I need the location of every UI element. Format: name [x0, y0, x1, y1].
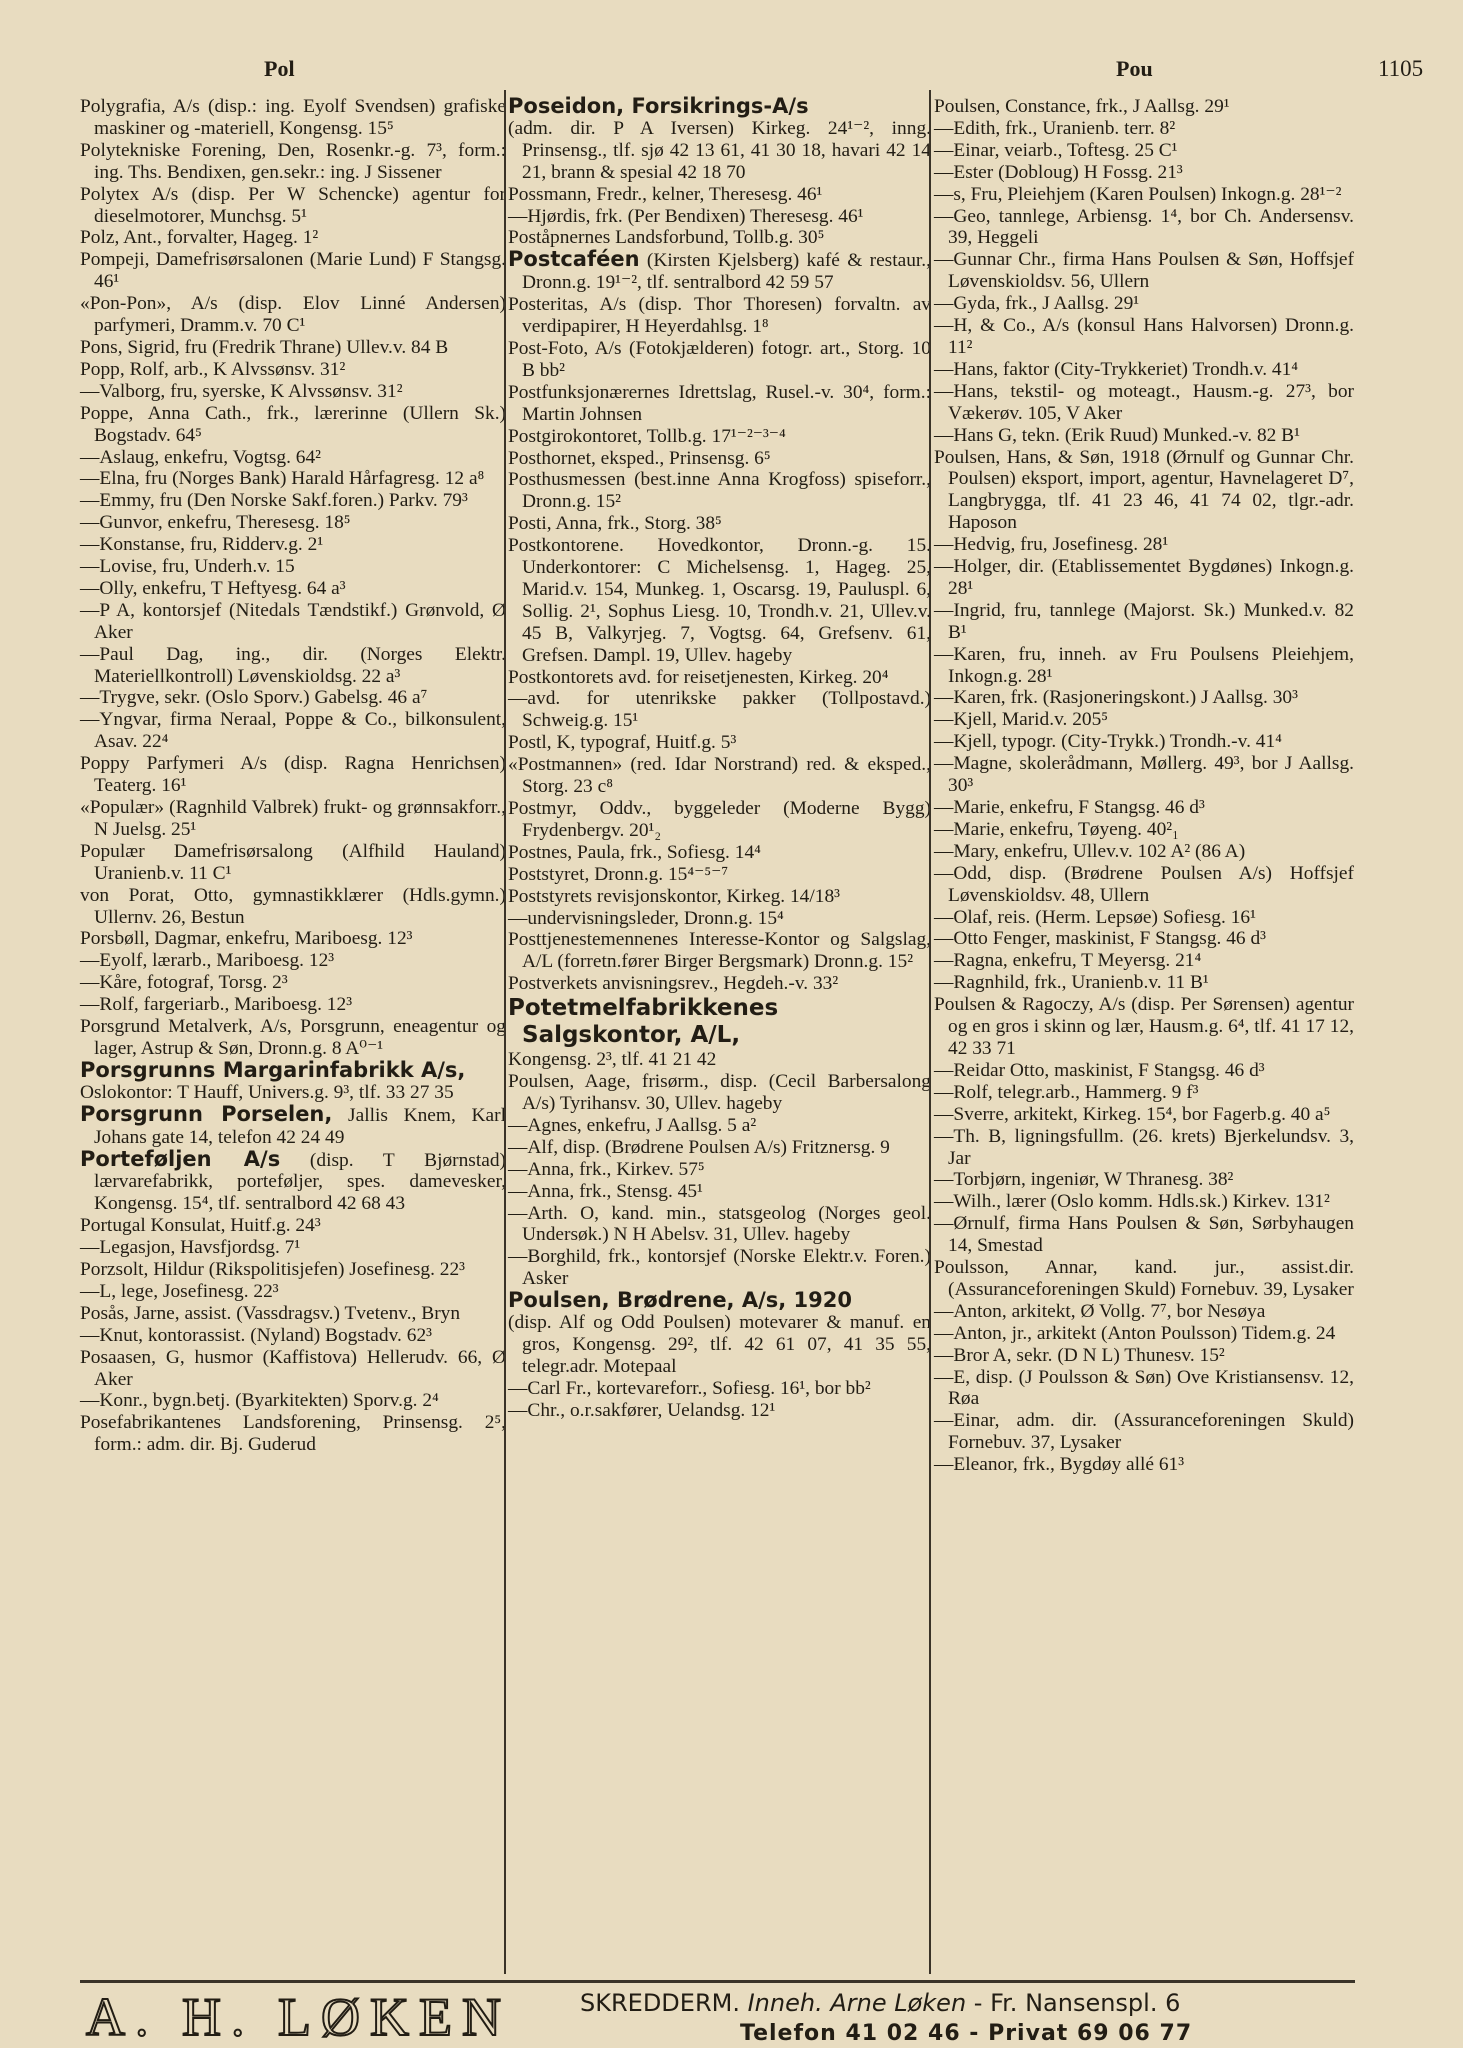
directory-entry: —Knut, kontorassist. (Nyland) Bogstadv. 62³: [80, 1324, 432, 1346]
directory-entry: Post-Foto, A/s (Fotokjælderen) fotogr. art., Storg. 10 B bb²: [508, 337, 931, 381]
directory-entry: —Rolf, fargeriarb., Mariboesg. 12³: [80, 994, 353, 1016]
directory-entry: Poulsen, Constance, frk., J Aallsg. 29¹: [934, 96, 1230, 117]
directory-entry: —Ragnhild, frk., Uranienb.v. 11 B¹: [934, 972, 1209, 994]
directory-entry: —P A, kontorsjef (Nitedals Tændstikf.) Grønvold, Ø Aker: [80, 599, 506, 643]
directory-entry: —Mary, enkefru, Ullev.v. 102 A² (86 A): [934, 840, 1246, 862]
directory-entry: —Kåre, fotograf, Torsg. 2³: [80, 972, 288, 994]
directory-entry: —Wilh., lærer (Oslo komm. Hdls.sk.) Kirkev. 131²: [934, 1191, 1330, 1213]
directory-entry: Posti, Anna, frk., Storg. 38⁵: [508, 513, 722, 535]
directory-entry: —Ingrid, fru, tannlege (Majorst. Sk.) Munked.v. 82 B¹: [934, 599, 1354, 643]
directory-entry: —Holger, dir. (Etablissementet Bygdønes) Inkogn.g. 28¹: [934, 556, 1354, 599]
directory-entry: Poulsen, Brødrene, A/s, 1920: [508, 1288, 853, 1313]
directory-entry: Postmyr, Oddv., byggeleder (Moderne Bygg) Frydenbergv. 20¹₂: [508, 798, 931, 841]
column-divider: [929, 90, 931, 1974]
directory-entry: —Trygve, sekr. (Oslo Sporv.) Gabelsg. 46 a⁷: [80, 687, 428, 709]
directory-entry: —Hans, faktor (City-Trykkeriet) Trondh.v. 41⁴: [934, 358, 1299, 380]
directory-entry: —Emmy, fru (Den Norske Sakf.foren.) Parkv. 79³: [80, 490, 468, 512]
directory-entry: von Porat, Otto, gymnastikklærer (Hdls.gymn.) Ullernv. 26, Bestun: [80, 884, 506, 928]
directory-entry: Postgirokontoret, Tollb.g. 17¹⁻²⁻³⁻⁴: [508, 425, 786, 447]
running-head-right: Pou: [1116, 56, 1153, 81]
directory-entry: (disp. Alf og Odd Poulsen) motevarer & manuf. en gros, Kongensg. 29², tlf. 42 61 07, 41 35 55, telegr.adr. Motepaal: [508, 1312, 931, 1377]
directory-entry: Pompeji, Damefrisørsalonen (Marie Lund) F Stangsg. 46¹: [80, 249, 506, 293]
directory-entry: Poppe, Anna Cath., frk., lærerinne (Ullern Sk.) Bogstadv. 64⁵: [80, 402, 506, 446]
directory-entry: Posttjenestemennenes Interesse-Kontor og Salgslag, A/L (forretn.fører Birger Bergsmark) Dronn.g. 15²: [508, 929, 931, 973]
directory-entry: —avd. for utenrikske pakker (Tollpostavd.) Schweig.g. 15¹: [508, 688, 931, 732]
directory-entry: —Paul Dag, ing., dir. (Norges Elektr. Materiellkontroll) Løvenskioldsg. 22 a³: [80, 643, 506, 687]
column-1: [80, 96, 506, 1456]
advert-line-1: [580, 1989, 1180, 2017]
directory-entry: —Gunnar Chr., firma Hans Poulsen & Søn, Hoffsjef Løvenskioldsv. 56, Ullern: [934, 249, 1354, 293]
column-divider: [504, 90, 506, 1974]
directory-entry: Poståpnernes Landsforbund, Tollb.g. 30⁵: [508, 227, 825, 249]
directory-entry: —Sverre, arkitekt, Kirkeg. 15⁴, bor Fagerb.g. 40 a⁵: [934, 1103, 1331, 1125]
directory-entry: Posaasen, G, husmor (Kaffistova) Hellerudv. 66, Ø Aker: [80, 1346, 506, 1390]
directory-entry: Polz, Ant., forvalter, Hageg. 1²: [80, 227, 319, 249]
directory-entry: —Olaf, reis. (Herm. Lepsøe) Sofiesg. 16¹: [934, 906, 1256, 928]
directory-entry: —Olly, enkefru, T Heftyesg. 64 a³: [80, 577, 346, 599]
directory-entry: Poseidon, Forsikrings-A/s: [508, 94, 809, 118]
directory-entry: Poulsen & Ragoczy, A/s (disp. Per Sørensen) agentur og en gros i skinn og lær, Hausm.g. 6⁴, tlf. 41 17 12, 42 33 71: [934, 994, 1354, 1059]
column-2: [508, 96, 931, 1422]
directory-entry: «Populær» (Ragnhild Valbrek) frukt- og grønnsakforr., N Juelsg. 25¹: [80, 797, 506, 840]
directory-entry: (adm. dir. P A Iversen) Kirkeg. 24¹⁻², inng. Prinsensg., tlf. sjø 42 13 61, 41 30 18, havari 42 14 21, brann & spesial 42 18 70: [508, 117, 931, 183]
directory-entry: Posefabrikantenes Landsforening, Prinsensg. 2⁵, form.: adm. dir. Bj. Guderud: [80, 1412, 506, 1456]
directory-entry: —Hjørdis, frk. (Per Bendixen) Theresesg. 46¹: [508, 205, 864, 227]
directory-entry: —E, disp. (J Poulsson & Søn) Ove Kristiansensv. 12, Røa: [934, 1366, 1354, 1410]
directory-entry: Posås, Jarne, assist. (Vassdragsv.) Tvetenv., Bryn: [80, 1302, 461, 1324]
directory-entry: Kongensg. 2³, tlf. 41 21 42: [508, 1049, 717, 1071]
directory-entry: —Aslaug, enkefru, Vogtsg. 64²: [80, 446, 321, 468]
directory-entry: —undervisningsleder, Dronn.g. 15⁴: [508, 907, 784, 929]
directory-entry: —Eleanor, frk., Bygdøy allé 61³: [934, 1454, 1185, 1476]
directory-entry: Postverkets anvisningsrev., Hegdeh.-v. 33²: [508, 973, 839, 995]
directory-entry: —Karen, fru, inneh. av Fru Poulsens Pleiehjem, Inkogn.g. 28¹: [934, 643, 1354, 687]
directory-entry: —Gyda, frk., J Aallsg. 29¹: [934, 293, 1140, 315]
directory-entry: —Anton, jr., arkitekt (Anton Poulsson) Tidem.g. 24: [934, 1322, 1336, 1344]
directory-entry: Polygrafia, A/s (disp.: ing. Eyolf Svendsen) grafiske maskiner og -materiell, Kongensg. 15⁵: [80, 96, 506, 139]
directory-entry: —Alf, disp. (Brødrene Poulsen A/s) Fritznersg. 9: [508, 1136, 890, 1158]
advertisement-banner: [80, 1980, 1355, 2047]
directory-entry: —Marie, enkefru, Tøyeng. 40²₁: [934, 818, 1179, 840]
directory-entry: —Arth. O, kand. min., statsgeolog (Norges geol. Undersøk.) N H Abelsv. 31, Ullev. hageby: [508, 1202, 931, 1246]
directory-entry: —Edith, frk., Uranienb. terr. 8²: [934, 117, 1176, 139]
directory-entry: —Legasjon, Havsfjordsg. 7¹: [80, 1237, 301, 1259]
advert-address: - Fr. Nansenspl. 6: [973, 1989, 1181, 2017]
directory-entry: Poststyret, Dronn.g. 15⁴⁻⁵⁻⁷: [508, 863, 729, 885]
directory-entry: —Bror A, sekr. (D N L) Thunesv. 15²: [934, 1344, 1225, 1366]
directory-entry: Poulsson, Annar, kand. jur., assist.dir. (Assuranceforeningen Skuld) Fornebuv. 39, Lysaker: [934, 1257, 1354, 1300]
advert-phone: Telefon 41 02 46 - Privat 69 06 77: [740, 2021, 1193, 2046]
directory-entry: —Anna, frk., Kirkev. 57⁵: [508, 1158, 705, 1180]
directory-entry: Poststyrets revisjonskontor, Kirkeg. 14/18³: [508, 885, 840, 907]
directory-entry: —Rolf, telegr.arb., Hammerg. 9 f³: [934, 1081, 1199, 1103]
directory-entry: —Hans G, tekn. (Erik Ruud) Munked.-v. 82 B¹: [934, 424, 1300, 446]
directory-entry: —Torbjørn, ingeniør, W Thranesg. 38²: [934, 1169, 1234, 1191]
directory-entry: —Magne, skolerådmann, Møllerg. 49³, bor J Aallsg. 30³: [934, 753, 1354, 797]
running-head-left: Pol: [264, 56, 295, 81]
directory-entry: —Chr., o.r.sakfører, Uelandsg. 12¹: [508, 1399, 776, 1421]
directory-entry: Popp, Rolf, arb., K Alvssønsv. 31²: [80, 358, 346, 380]
directory-entry: Poulsen, Hans, & Søn, 1918 (Ørnulf og Gunnar Chr. Poulsen) eksport, import, agentur, Havnelageret D⁷, Langbrygga, tlf. 41 23 46, 41 74 02, tlgr.-adr. Haposon: [934, 446, 1354, 534]
directory-entry: —Ester (Dobloug) H Fossg. 21³: [934, 161, 1183, 183]
directory-entry: Poulsen, Aage, frisørm., disp. (Cecil Barbersalong A/s) Tyrihansv. 30, Ullev. hageby: [508, 1071, 931, 1114]
directory-entry: —Eyolf, lærarb., Mariboesg. 12³: [80, 950, 335, 972]
directory-entry: —Kjell, typogr. (City-Trykk.) Trondh.-v. 41⁴: [934, 731, 1282, 753]
directory-entry: Postcaféen (Kirsten Kjelsberg) kafé & restaur., Dronn.g. 19¹⁻², tlf. sentralbord 42 59 57: [508, 247, 931, 294]
directory-entry: —H, & Co., A/s (konsul Hans Halvorsen) Dronn.g. 11²: [934, 315, 1354, 358]
directory-entry: —Odd, disp. (Brødrene Poulsen A/s) Hoffsjef Løvenskioldsv. 48, Ullern: [934, 862, 1354, 906]
directory-entry: Porsgrunn Porselen, Jallis Knem, Karl Johans gate 14, telefon 42 24 49: [80, 1101, 506, 1148]
advert-trade: SKREDDERM.: [580, 1989, 740, 2017]
directory-entry: Oslokontor: T Hauff, Univers.g. 9³, tlf. 33 27 35: [80, 1081, 454, 1103]
directory-entry: Porsbøll, Dagmar, enkefru, Mariboesg. 12³: [80, 928, 413, 950]
directory-entry: Postfunksjonærernes Idrettslag, Rusel.-v. 30⁴, form.: Martin Johnsen: [508, 381, 931, 425]
directory-entry: —Karen, frk. (Rasjoneringskont.) J Aallsg. 30³: [934, 687, 1298, 709]
directory-entry: —Valborg, fru, syerske, K Alvssønsv. 31²: [80, 380, 403, 402]
directory-entry: Postnes, Paula, frk., Sofiesg. 14⁴: [508, 841, 761, 863]
directory-entry: —Konr., bygn.betj. (Byarkitekten) Sporv.g. 2⁴: [80, 1390, 439, 1412]
directory-entry: —Yngvar, firma Neraal, Poppe & Co., bilkonsulent, Asav. 22⁴: [80, 709, 506, 753]
directory-entry: Posthusmessen (best.inne Anna Krogfoss) spiseforr., Dronn.g. 15²: [508, 469, 931, 513]
directory-entry: Polytex A/s (disp. Per W Schencke) agentur for dieselmotorer, Munchsg. 5¹: [80, 183, 506, 227]
directory-entry: «Pon-Pon», A/s (disp. Elov Linné Andersen) parfymeri, Dramm.v. 70 C¹: [80, 293, 506, 337]
directory-entry: Posthornet, eksped., Prinsensg. 6⁵: [508, 447, 771, 469]
directory-entry: —Agnes, enkefru, J Aallsg. 5 a²: [508, 1114, 757, 1136]
directory-entry: Posteritas, A/s (disp. Thor Thoresen) forvaltn. av verdipapirer, H Heyerdahlsg. 1⁸: [508, 294, 931, 338]
directory-entry: —Marie, enkefru, F Stangsg. 46 d³: [934, 797, 1205, 818]
directory-entry: —Reidar Otto, maskinist, F Stangsg. 46 d³: [934, 1059, 1265, 1081]
directory-entry: Porzsolt, Hildur (Rikspolitisjefen) Josefinesg. 22³: [80, 1259, 465, 1281]
directory-entry: Pons, Sigrid, fru (Fredrik Thrane) Ullev.v. 84 B: [80, 336, 449, 358]
directory-entry: Portugal Konsulat, Huitf.g. 24³: [80, 1215, 321, 1237]
directory-entry: —L, lege, Josefinesg. 22³: [80, 1280, 279, 1302]
directory-entry: Postkontorets avd. for reisetjenesten, Kirkeg. 20⁴: [508, 666, 889, 688]
directory-entry: Possmann, Fredr., kelner, Theresesg. 46¹: [508, 183, 823, 205]
directory-entry: Porsgrunns Margarinfabrikk A/s,: [80, 1057, 466, 1082]
directory-entry: Postl, K, typograf, Huitf.g. 5³: [508, 732, 737, 754]
directory-entry: Porteføljen A/s (disp. T Bjørnstad) lærvarefabrikk, porteføljer, spes. damevesker, Kongensg. 15⁴, tlf. sentralbord 42 68 43: [80, 1146, 506, 1215]
directory-entry: —Anton, arkitekt, Ø Vollg. 7⁷, bor Nesøya: [934, 1300, 1266, 1322]
directory-entry: —Ragna, enkefru, T Meyersg. 21⁴: [934, 950, 1202, 972]
directory-entry: —Einar, veiarb., Toftesg. 25 C¹: [934, 139, 1178, 161]
directory-entry: —s, Fru, Pleiehjem (Karen Poulsen) Inkogn.g. 28¹⁻²: [934, 183, 1342, 205]
advert-owner: Inneh. Arne Løken: [747, 1989, 967, 2017]
directory-entry: Porsgrund Metalverk, A/s, Porsgrunn, eneagentur og lager, Astrup & Søn, Dronn.g. 8 A⁰⁻¹: [80, 1016, 506, 1059]
directory-entry: —Anna, frk., Stensg. 45¹: [508, 1180, 703, 1202]
directory-entry: —Konstanse, fru, Ridderv.g. 2¹: [80, 534, 324, 556]
advert-logo: A. H. LØKEN: [86, 1987, 511, 2047]
directory-entry: Poppy Parfymeri A/s (disp. Ragna Henrichsen) Teaterg. 16¹: [80, 753, 506, 797]
directory-entry: —Geo, tannlege, Arbiensg. 1⁴, bor Ch. Andersensv. 39, Heggeli: [934, 205, 1354, 249]
directory-entry: —Carl Fr., kortevareforr., Sofiesg. 16¹, bor bb²: [508, 1377, 871, 1399]
directory-entry: —Kjell, Marid.v. 205⁵: [934, 709, 1109, 731]
directory-entry: —Einar, adm. dir. (Assuranceforeningen Skuld) Fornebuv. 37, Lysaker: [934, 1410, 1354, 1454]
directory-entry: —Lovise, fru, Underh.v. 15: [80, 556, 295, 578]
directory-entry: —Th. B, ligningsfullm. (26. krets) Bjerkelundsv. 3, Jar: [934, 1125, 1354, 1169]
directory-entry: —Gunvor, enkefru, Theresesg. 18⁵: [80, 512, 351, 534]
directory-entry: —Hedvig, fru, Josefinesg. 28¹: [934, 534, 1169, 556]
directory-entry: Postkontorene. Hovedkontor, Dronn.-g. 15. Underkontorer: C Michelsensg. 1, Hageg. 25, Marid.v. 154, Munkeg. 1, Oscarsg. 19, Pauluspl. 6, Sollig. 2¹, Sophus Liesg. 10, Trondh.v. 21, Ullev.v. 45 B, Valkyrjeg. 7, Vogtsg. 64, Grefsenv. 61, Grefsen. Dampl. 19, Ullev. hageby: [508, 535, 931, 666]
directory-entry: —Elna, fru (Norges Bank) Harald Hårfagresg. 12 a⁸: [80, 468, 485, 490]
directory-entry: Potetmelfabrikkenes Salgskontor, A/L,: [508, 995, 779, 1049]
directory-entry: —Otto Fenger, maskinist, F Stangsg. 46 d³: [934, 928, 1266, 950]
directory-entry: Populær Damefrisørsalong (Alfhild Hauland) Uranienb.v. 11 C¹: [80, 840, 506, 884]
directory-entry: —Ørnulf, firma Hans Poulsen & Søn, Sørbyhaugen 14, Smestad: [934, 1213, 1354, 1257]
directory-entry: Polytekniske Forening, Den, Rosenkr.-g. 7³, form.: ing. Ths. Bendixen, gen.sekr.: ing. J Sissener: [80, 139, 506, 183]
column-3: [934, 96, 1354, 1476]
directory-entry: —Hans, tekstil- og moteagt., Hausm.-g. 27³, bor Vækerøv. 105, V Aker: [934, 380, 1354, 424]
directory-entry: —Borghild, frk., kontorsjef (Norske Elektr.v. Foren.) Asker: [508, 1246, 931, 1290]
page-number: 1105: [1378, 56, 1424, 81]
directory-entry: «Postmannen» (red. Idar Norstrand) red. & eksped., Storg. 23 c⁸: [508, 754, 931, 798]
